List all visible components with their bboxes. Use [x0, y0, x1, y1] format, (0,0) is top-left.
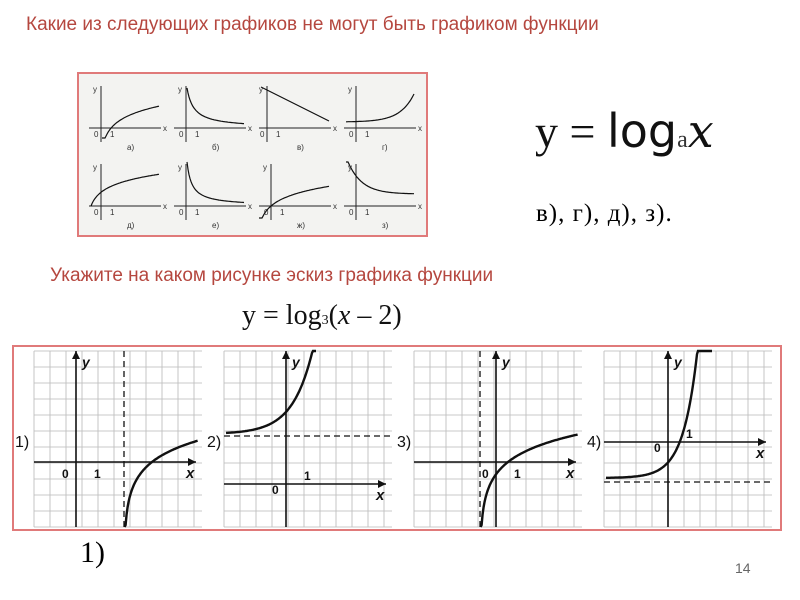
- answer-2: 1): [80, 536, 105, 569]
- thumb-one: 1: [280, 208, 285, 217]
- thumb-graph-2: [174, 85, 252, 152]
- origin-label: 0: [482, 467, 489, 481]
- graph-number-label: 2): [207, 434, 222, 451]
- formula-base: a: [677, 127, 688, 153]
- y-axis-arrow: [282, 351, 290, 359]
- thumb-y-label: y: [93, 85, 97, 94]
- formula-minus-two: – 2: [350, 300, 393, 331]
- thumb-x-label: x: [248, 124, 252, 133]
- thumb-x-label: x: [248, 202, 252, 211]
- thumb-label: з): [382, 221, 389, 230]
- thumb-one: 1: [365, 130, 370, 139]
- thumb-x-label: x: [333, 124, 337, 133]
- formula-lparen: (: [328, 300, 338, 331]
- x-axis-label: x: [756, 445, 765, 462]
- thumb-label: а): [127, 143, 135, 152]
- thumb-x-label: x: [163, 202, 167, 211]
- thumb-label: д): [127, 221, 135, 230]
- thumb-one: 1: [110, 208, 115, 217]
- formula-log: log: [285, 300, 322, 331]
- x-axis-label: x: [376, 487, 385, 504]
- answer-graphs-panel: [12, 345, 782, 531]
- thumb-label: г): [382, 143, 388, 152]
- thumb-x-label: x: [418, 124, 422, 133]
- formula-y: y: [242, 300, 256, 331]
- thumb-zero: 0: [179, 208, 184, 217]
- thumb-one: 1: [195, 208, 200, 217]
- y-axis-label: y: [674, 354, 682, 370]
- thumb-y-label: y: [93, 163, 97, 172]
- x-axis-label: x: [566, 465, 575, 482]
- thumb-graph-4: [344, 85, 422, 152]
- unit-label: 1: [686, 427, 693, 441]
- thumb-one: 1: [110, 130, 115, 139]
- thumb-one: 1: [195, 130, 200, 139]
- thumb-curve: [187, 88, 244, 124]
- thumb-graph-3: [259, 85, 337, 152]
- thumb-graph-5: [89, 163, 167, 230]
- question-1: Какие из следующих графиков не могут быть графиком функции: [26, 14, 599, 35]
- thumb-curve: [261, 87, 329, 121]
- thumb-x-label: x: [163, 124, 167, 133]
- function-curve: [606, 351, 712, 478]
- y-axis-arrow: [664, 351, 672, 359]
- thumb-y-label: y: [259, 85, 263, 94]
- thumbnail-graphs-svg: [79, 74, 426, 235]
- unit-label: 1: [304, 469, 311, 483]
- thumb-zero: 0: [94, 208, 99, 217]
- answer-graph-3: [414, 351, 582, 527]
- thumb-graph-7: [259, 163, 337, 230]
- answer-1: в), г), д), з).: [536, 200, 673, 227]
- thumb-graph-8: [344, 162, 422, 230]
- formula-x: x: [337, 300, 351, 331]
- thumb-one: 1: [276, 130, 281, 139]
- thumbnail-graphs-panel: [77, 72, 428, 237]
- thumb-label: б): [212, 143, 220, 152]
- thumb-label: е): [212, 221, 220, 230]
- formula-y: y: [535, 106, 558, 157]
- origin-label: 0: [272, 483, 279, 497]
- thumb-label: ж): [297, 221, 306, 230]
- thumb-zero: 0: [349, 208, 354, 217]
- unit-label: 1: [94, 467, 101, 481]
- thumb-one: 1: [365, 208, 370, 217]
- formula-base: 3: [321, 313, 329, 328]
- formula-log-3: [242, 300, 402, 332]
- formula-equals: =: [569, 106, 596, 157]
- thumb-y-label: y: [178, 85, 182, 94]
- thumb-zero: 0: [349, 130, 354, 139]
- y-axis-arrow: [492, 351, 500, 359]
- formula-rparen: ): [392, 300, 402, 331]
- graph-number-label: 4): [587, 434, 602, 451]
- thumb-y-label: y: [348, 85, 352, 94]
- thumb-graph-1: [89, 85, 167, 152]
- origin-label: 0: [62, 467, 69, 481]
- function-curve: [481, 435, 578, 528]
- thumb-y-label: y: [348, 163, 352, 172]
- page-number: 14: [735, 560, 751, 576]
- answer-graphs-svg: [14, 347, 780, 529]
- y-axis-arrow: [72, 351, 80, 359]
- thumb-y-label: y: [178, 163, 182, 172]
- answer-graph-2: [224, 351, 392, 527]
- origin-label: 0: [654, 441, 661, 455]
- thumb-y-label: y: [263, 163, 267, 172]
- answer-graph-4: [604, 351, 772, 527]
- thumb-zero: 0: [264, 208, 269, 217]
- function-curve: [226, 351, 316, 433]
- x-axis-label: x: [186, 465, 195, 482]
- y-axis-label: y: [82, 354, 90, 370]
- thumb-label: в): [297, 143, 304, 152]
- formula-log-a: [535, 104, 714, 158]
- thumb-zero: 0: [260, 130, 265, 139]
- formula-equals: =: [263, 300, 279, 331]
- thumb-x-label: x: [418, 202, 422, 211]
- thumb-zero: 0: [94, 130, 99, 139]
- formula-log: log: [606, 104, 678, 158]
- formula-x: x: [687, 104, 714, 158]
- graph-number-label: 1): [15, 434, 30, 451]
- unit-label: 1: [514, 467, 521, 481]
- question-2: Укажите на каком рисунке эскиз графика функции: [50, 265, 494, 286]
- graph-number-label: 3): [397, 434, 412, 451]
- thumb-curve: [259, 186, 329, 218]
- answer-graph-1: [34, 351, 202, 527]
- thumb-x-label: x: [333, 202, 337, 211]
- function-curve: [125, 441, 198, 527]
- y-axis-label: y: [502, 354, 510, 370]
- y-axis-label: y: [292, 354, 300, 370]
- thumb-curve: [187, 162, 244, 203]
- thumb-graph-6: [174, 162, 252, 230]
- thumb-zero: 0: [179, 130, 184, 139]
